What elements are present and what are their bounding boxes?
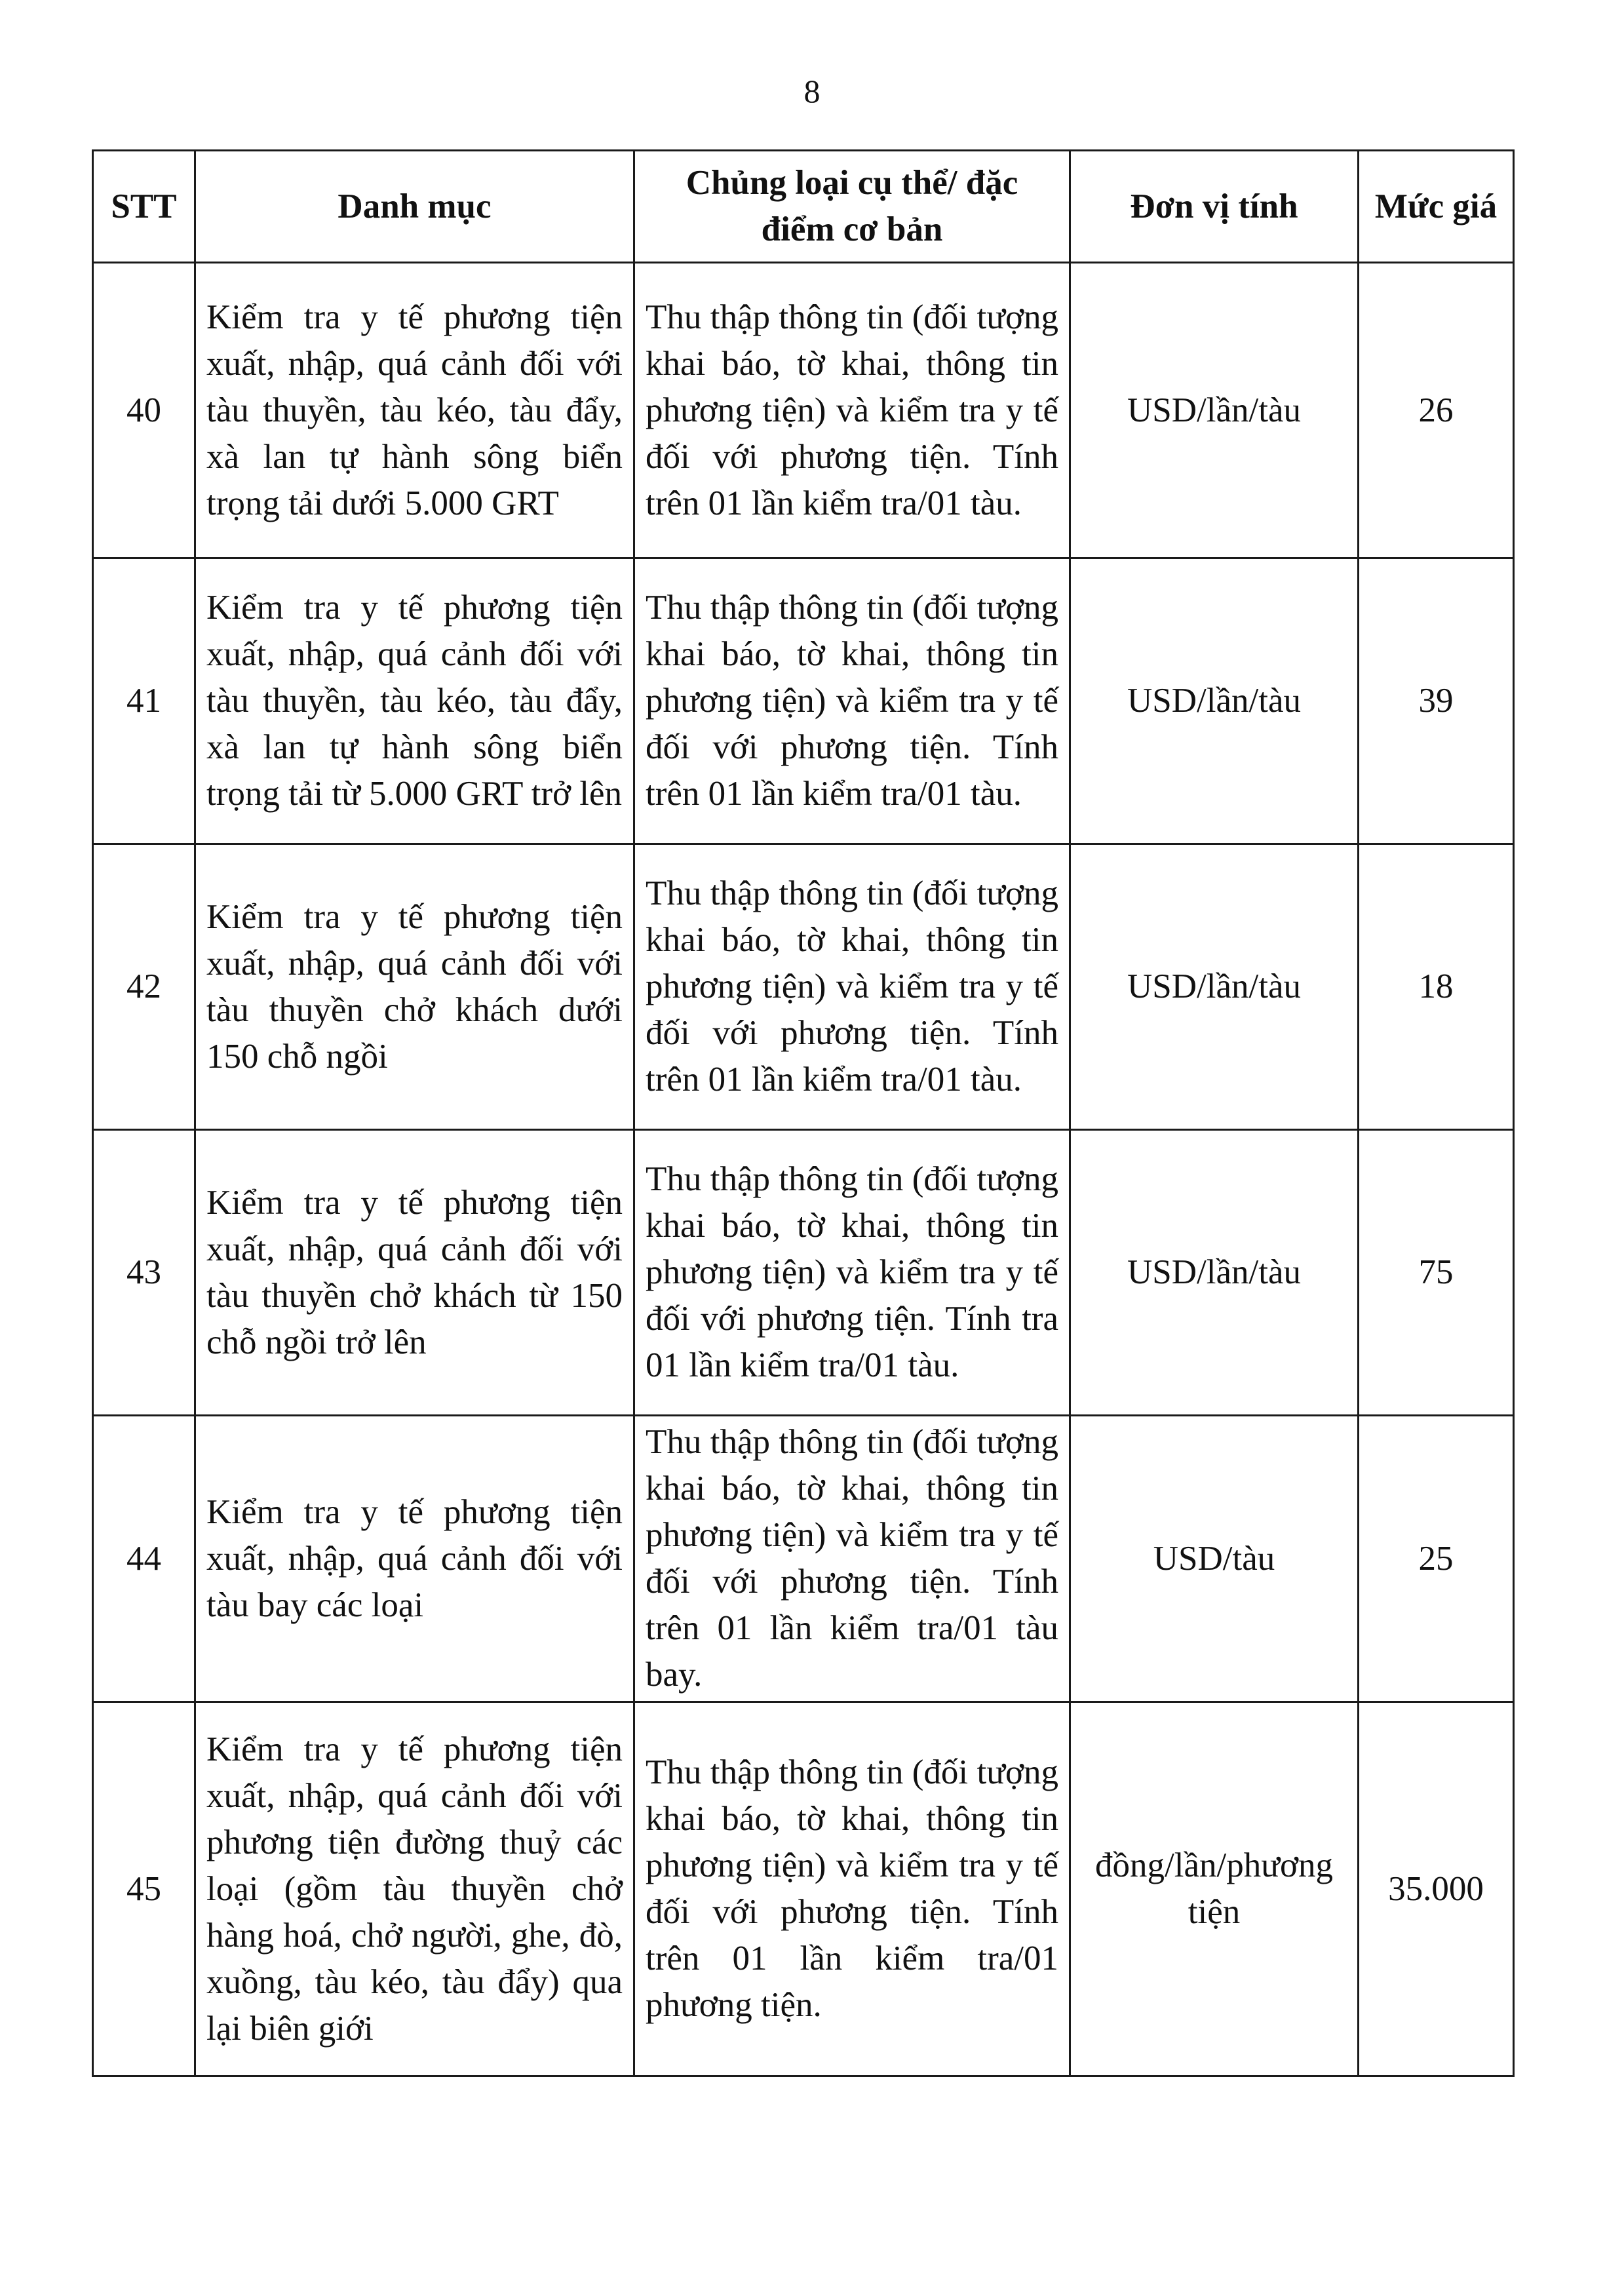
cell-category: Kiểm tra y tế phương tiện xuất, nhập, quá cảnh đối với tàu thuyền chở khách dưới 150 chỗ ngồi [195, 844, 634, 1130]
cell-unit: USD/tàu [1070, 1416, 1359, 1702]
cell-stt: 44 [93, 1416, 195, 1702]
cell-detail: Thu thập thông tin (đối tượng khai báo, tờ khai, thông tin phương tiện) và kiểm tra y tế đối với phương tiện. Tính trên 01 lần kiểm tra/01 tàu. [634, 263, 1070, 558]
cell-stt: 40 [93, 263, 195, 558]
cell-price: 35.000 [1359, 1702, 1514, 2076]
cell-category: Kiểm tra y tế phương tiện xuất, nhập, quá cảnh đối với tàu bay các loại [195, 1416, 634, 1702]
cell-stt: 42 [93, 844, 195, 1130]
table-row [93, 1416, 1514, 1702]
cell-unit: USD/lần/tàu [1070, 263, 1359, 558]
header-unit: Đơn vị tính [1070, 151, 1359, 263]
table-row [93, 1130, 1514, 1416]
table-row [93, 558, 1514, 844]
table-body [93, 263, 1514, 2076]
cell-category: Kiểm tra y tế phương tiện xuất, nhập, quá cảnh đối với tàu thuyền, tàu kéo, tàu đẩy, xà lan tự hành sông biển trọng tải từ 5.000 GRT trở lên [195, 558, 634, 844]
cell-stt: 43 [93, 1130, 195, 1416]
cell-category: Kiểm tra y tế phương tiện xuất, nhập, quá cảnh đối với phương tiện đường thuỷ các loại (gồm tàu thuyền chở hàng hoá, chở người, ghe, đò, xuồng, tàu kéo, tàu đẩy) qua lại biên giới [195, 1702, 634, 2076]
cell-detail: Thu thập thông tin (đối tượng khai báo, tờ khai, thông tin phương tiện) và kiểm tra y tế đối với phương tiện. Tính trên 01 lần kiểm tra/01 tàu. [634, 558, 1070, 844]
table-header [93, 151, 1514, 263]
cell-category: Kiểm tra y tế phương tiện xuất, nhập, quá cảnh đối với tàu thuyền, tàu kéo, tàu đẩy, xà lan tự hành sông biển trọng tải dưới 5.000 GRT [195, 263, 634, 558]
cell-detail: Thu thập thông tin (đối tượng khai báo, tờ khai, thông tin phương tiện) và kiểm tra y tế đối với phương tiện. Tính trên 01 lần kiểm tra/01 tàu bay. [634, 1416, 1070, 1702]
cell-unit: đồng/lần/phương tiện [1070, 1702, 1359, 2076]
cell-stt: 41 [93, 558, 195, 844]
cell-stt: 45 [93, 1702, 195, 2076]
cell-price: 18 [1359, 844, 1514, 1130]
header-price: Mức giá [1359, 151, 1514, 263]
page-number: 8 [803, 73, 821, 109]
header-detail: Chủng loại cụ thể/ đặc điểm cơ bản [634, 151, 1070, 263]
table-row [93, 1702, 1514, 2076]
cell-detail: Thu thập thông tin (đối tượng khai báo, tờ khai, thông tin phương tiện) và kiểm tra y tế đối với phương tiện. Tính trên 01 lần kiểm tra/01 phương tiện. [634, 1702, 1070, 2076]
cell-price: 26 [1359, 263, 1514, 558]
fee-table [92, 149, 1515, 2077]
header-row [93, 151, 1514, 263]
cell-unit: USD/lần/tàu [1070, 558, 1359, 844]
cell-detail: Thu thập thông tin (đối tượng khai báo, tờ khai, thông tin phương tiện) và kiểm tra y tế đối với phương tiện. Tính trên 01 lần kiểm tra/01 tàu. [634, 844, 1070, 1130]
table-row [93, 263, 1514, 558]
cell-price: 25 [1359, 1416, 1514, 1702]
cell-unit: USD/lần/tàu [1070, 1130, 1359, 1416]
cell-category: Kiểm tra y tế phương tiện xuất, nhập, quá cảnh đối với tàu thuyền chở khách từ 150 chỗ ngồi trở lên [195, 1130, 634, 1416]
table-row [93, 844, 1514, 1130]
cell-detail: Thu thập thông tin (đối tượng khai báo, tờ khai, thông tin phương tiện) và kiểm tra y tế đối với phương tiện. Tính tra 01 lần kiểm tra/01 tàu. [634, 1130, 1070, 1416]
cell-unit: USD/lần/tàu [1070, 844, 1359, 1130]
cell-price: 39 [1359, 558, 1514, 844]
cell-price: 75 [1359, 1130, 1514, 1416]
header-stt: STT [93, 151, 195, 263]
header-category: Danh mục [195, 151, 634, 263]
